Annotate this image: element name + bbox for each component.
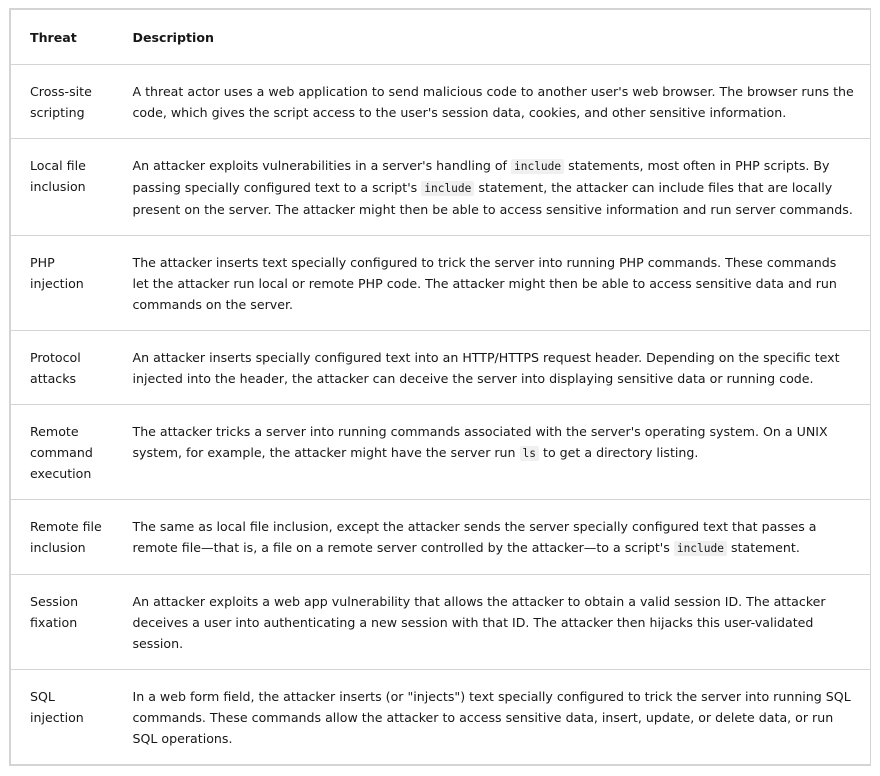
table-row — [11, 65, 871, 139]
description-text: statement. — [726, 540, 800, 555]
description-text: to get a directory listing. — [539, 445, 699, 460]
threat-description-cell — [113, 670, 871, 765]
threat-name-cell: Local file inclusion — [11, 139, 113, 236]
threat-name-cell: Cross-site scripting — [11, 65, 113, 139]
threat-description-cell — [113, 405, 871, 500]
threat-description-cell — [113, 236, 871, 331]
threat-name-cell: Remote file inclusion — [11, 500, 113, 575]
table-row — [11, 236, 871, 331]
description-text: The same as local file inclusion, except the attacker sends the server specially configured text that passes a remote file—that is, a file on a remote server controlled by the attacker—to a script's — [132, 519, 817, 555]
threat-description-cell — [113, 331, 871, 405]
description-text: The attacker tricks a server into running commands associated with the server's operating system. On a UNIX system, for example, the attacker might have the server run — [132, 424, 828, 460]
description-text: statements, most often in PHP scripts. By passing specially configured text to a script's — [132, 158, 830, 195]
description-text: In a web form field, the attacker inserts (or "injects") text specially configured to trick the server into running SQL commands. These commands allow the attacker to access sensitive data, insert, update, or delete data, or run SQL operations. — [132, 689, 851, 746]
threats-table-container — [9, 8, 871, 766]
threat-name-cell: PHP injection — [11, 236, 113, 331]
table-body — [11, 65, 871, 765]
inline-code: ls — [520, 446, 539, 461]
threats-table — [10, 9, 871, 765]
description-text: An attacker exploits vulnerabilities in a server's handling of — [132, 158, 511, 173]
description-text: An attacker inserts specially configured text into an HTTP/HTTPS request header. Depending on the specific text injected into the header, the attacker can deceive the server into displaying sensitive data or running code. — [132, 350, 840, 386]
table-header — [11, 10, 871, 65]
description-column-header: Description — [113, 10, 871, 65]
table-row — [11, 670, 871, 765]
threat-description-cell — [113, 65, 871, 139]
table-row — [11, 139, 871, 236]
threat-name-cell: SQL injection — [11, 670, 113, 765]
table-row — [11, 575, 871, 670]
threat-description-cell — [113, 139, 871, 236]
threat-column-header: Threat — [11, 10, 113, 65]
table-row — [11, 405, 871, 500]
inline-code: include — [511, 159, 564, 174]
header-row — [11, 10, 871, 65]
threat-description-cell — [113, 500, 871, 575]
threat-name-cell: Remote command execution — [11, 405, 113, 500]
inline-code: include — [674, 541, 727, 556]
threat-name-cell: Session fixation — [11, 575, 113, 670]
description-text: A threat actor uses a web application to send malicious code to another user's web browser. The browser runs the code, which gives the script access to the user's session data, cookies, and other sensitive information. — [132, 84, 854, 120]
table-row — [11, 500, 871, 575]
threat-name-cell: Protocol attacks — [11, 331, 113, 405]
description-text: statement, the attacker can include files that are locally present on the server. The attacker might then be able to access sensitive information and run server commands. — [132, 180, 853, 217]
table-row — [11, 331, 871, 405]
inline-code: include — [421, 181, 474, 196]
threat-description-cell — [113, 575, 871, 670]
description-text: The attacker inserts text specially configured to trick the server into running PHP commands. These commands let the attacker run local or remote PHP code. The attacker might then be able to access sensitive data and run commands on the server. — [132, 255, 837, 312]
description-text: An attacker exploits a web app vulnerability that allows the attacker to obtain a valid session ID. The attacker deceives a user into authenticating a new session with that ID. The attacker then hijacks this user-validated session. — [132, 594, 826, 651]
